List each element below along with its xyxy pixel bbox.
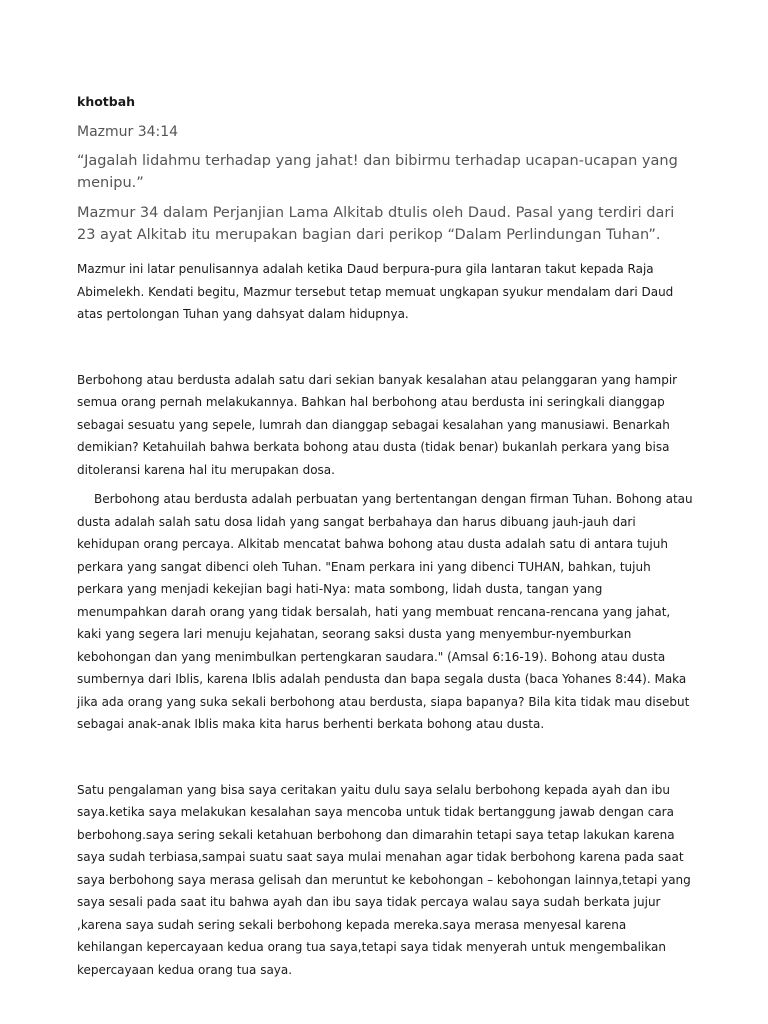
scripture-reference: Mazmur 34:14 bbox=[77, 124, 179, 140]
scripture-quote: “Jagalah lidahmu terhadap yang jahat! dan bibirmu terhadap ucapan-ucapan yang menipu.” bbox=[77, 153, 678, 191]
body-paragraph-1: Mazmur ini latar penulisannya adalah ketika Daud berpura-pura gila lantaran takut kepada Raja Abimelekh. Kendati begitu, Mazmur tersebut tetap memuat ungkapan syukur mendalam dari Daud atas pertolongan Tuhan yang dahsyat dalam hidupnya. bbox=[77, 262, 674, 321]
body-paragraph-4: Satu pengalaman yang bisa saya ceritakan yaitu dulu saya selalu berbohong kepada ayah dan ibu saya.ketika saya melakukan kesalahan saya mencoba untuk tidak bertanggung jawab dengan cara berbohong.saya sering sekali ketahuan berbohong dan dimarahin tetapi saya tetap lakukan karena saya sudah terbiasa,sampai suatu saat saya mulai menahan agar tidak berbohong karena pada saat saya berbohong saya merasa gelisah dan meruntut ke kebohongan – kebohongan lainnya,tetapi yang saya sesali pada saat itu bahwa ayah dan ibu saya tidak percaya walau saya sudah berkata jujur ,karena saya sudah sering sekali berbohong kepada mereka.saya merasa menyesal karena kehilangan kepercayaan kedua orang tua saya,tetapi saya tidak menyerah untuk mengembalikan kepercayaan kedua orang tua saya. bbox=[77, 782, 691, 977]
intro-paragraph: Mazmur 34 dalam Perjanjian Lama Alkitab dtulis oleh Daud. Pasal yang terdiri dari 23 ayat Alkitab itu merupakan bagian dari perikop “Dalam Perlindungan Tuhan”. bbox=[77, 205, 675, 243]
body-paragraph-2: Berbohong atau berdusta adalah satu dari sekian banyak kesalahan atau pelanggaran yang hampir semua orang pernah melakukannya. Bahkan hal berbohong atau berdusta ini seringkali dianggap sebagai sesuatu yang sepele, lumrah dan dianggap sebagai kesalahan yang manusiawi. Benarkah demikian? Ketahuilah bahwa berkata bohong atau dusta (tidak benar) bukanlah perkara yang bisa ditoleransi karena hal itu merupakan dosa. bbox=[77, 372, 678, 477]
document-label: khotbah bbox=[77, 94, 136, 109]
body-paragraph-3: Berbohong atau berdusta adalah perbuatan yang bertentangan dengan firman Tuhan. Bohong atau dusta adalah salah satu dosa lidah yang sangat berbahaya dan harus dibuang jauh-jauh dari kehidupan orang percaya. Alkitab mencatat bahwa bohong atau dusta adalah satu di antara tujuh perkara yang sangat dibenci oleh Tuhan. "Enam perkara ini yang dibenci TUHAN, bahkan, tujuh perkara yang menjadi kekejian bagi hati-Nya: mata sombong, lidah dusta, tangan yang menumpahkan darah orang yang tidak bersalah, hati yang membuat rencana-rencana yang jahat, kaki yang segera lari menuju kejahatan, seorang saksi dusta yang menyembur-nyemburkan kebohongan dan yang menimbulkan pertengkaran saudara." (Amsal 6:16-19). Bohong atau dusta sumbernya dari Iblis, karena Iblis adalah pendusta dan bapa segala dusta (baca Yohanes 8:44). Maka jika ada orang yang suka sekali berbohong atau berdusta, siapa bapanya? Bila kita tidak mau disebut sebagai anak-anak Iblis maka kita harus berhenti berkata bohong atau dusta. bbox=[77, 492, 693, 731]
document-page bbox=[77, 92, 693, 981]
